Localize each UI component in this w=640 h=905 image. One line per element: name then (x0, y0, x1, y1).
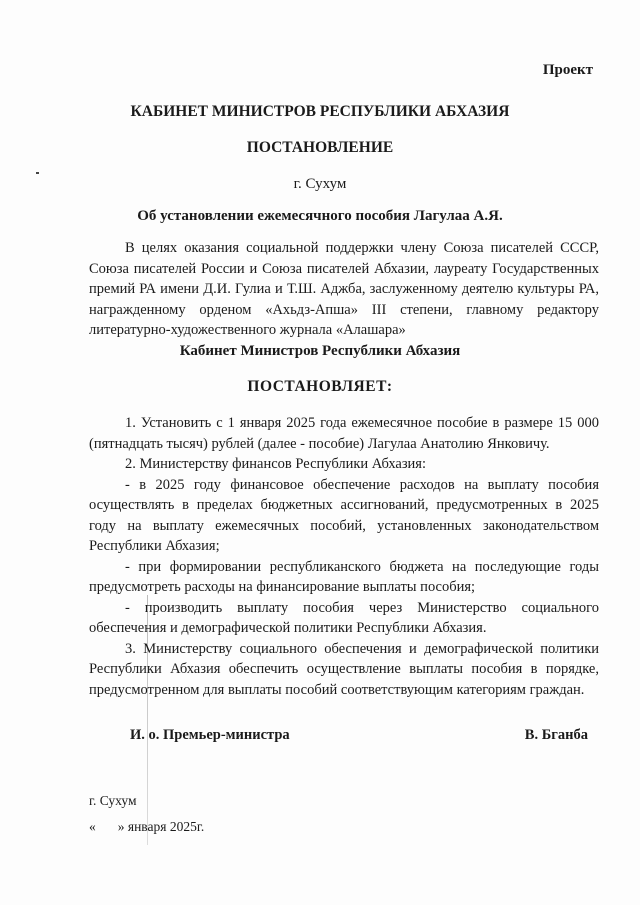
date-open-quote: « (89, 819, 96, 834)
document-subject: Об установлении ежемесячного пособия Лагулаа А.Я. (137, 208, 503, 224)
body-paragraph-5: - производить выплату пособия через Министерство социального обеспечения и демографической политики Республики Абхазия. (89, 599, 599, 636)
body-paragraph-4: - при формировании республиканского бюджета на последующие годы предусмотреть расходы на финансирование выплаты пособия; (89, 558, 599, 595)
ministry-title: КАБИНЕТ МИНИСТРОВ РЕСПУБЛИКИ АБХАЗИЯ (130, 103, 510, 120)
document-type: ПОСТАНОВЛЕНИЕ (246, 139, 394, 156)
signatory-name: В. Бганба (524, 727, 588, 743)
body-paragraph-3: - в 2025 году финансовое обеспечение расходов на выплату пособия осуществлять в пределах бюджетных ассигнований, предусмотренных в 2025 году на выплату ежемесячных пособий, установленных законодательством Республики Абхазия; (89, 476, 599, 554)
footer-city: г. Сухум (89, 793, 137, 808)
body-paragraph-2: 2. Министерству финансов Республики Абхазия: (125, 456, 427, 472)
project-label: Проект (542, 62, 593, 78)
cabinet-line: Кабинет Министров Республики Абхазия (179, 343, 461, 359)
date-rest: » января 2025г. (117, 819, 205, 834)
footer-date (89, 819, 204, 835)
scan-speck (36, 172, 39, 174)
resolution-body (89, 413, 599, 700)
issue-city: г. Сухум (293, 176, 347, 192)
resolves-heading: ПОСТАНОВЛЯЕТ: (247, 378, 393, 395)
body-paragraph-6: 3. Министерству социального обеспечения и демографической политики Республики Абхазия обеспечить осуществление выплаты пособия в порядке, предусмотренном для выплаты пособий соответствующим категориям граждан. (89, 640, 599, 698)
signatory-role: И. о. Премьер-министра (130, 727, 290, 743)
preamble-paragraph: В целях оказания социальной поддержки члену Союза писателей СССР, Союза писателей России и Союза писателей Абхазии, лауреату Государственных премий РА имени Д.И. Гулиа и Т.Ш. Аджба, заслуженному деятелю культуры РА, награжденному орденом «Ахьдз-Апша» III степени, главному редактору литературно-художественного журнала «Алашара» (89, 240, 599, 338)
body-paragraph-1: 1. Установить с 1 января 2025 года ежемесячное пособие в размере 15 000 (пятнадцать тысяч) рублей (далее - пособие) Лагулаа Анатолию Янковичу. (89, 415, 599, 452)
